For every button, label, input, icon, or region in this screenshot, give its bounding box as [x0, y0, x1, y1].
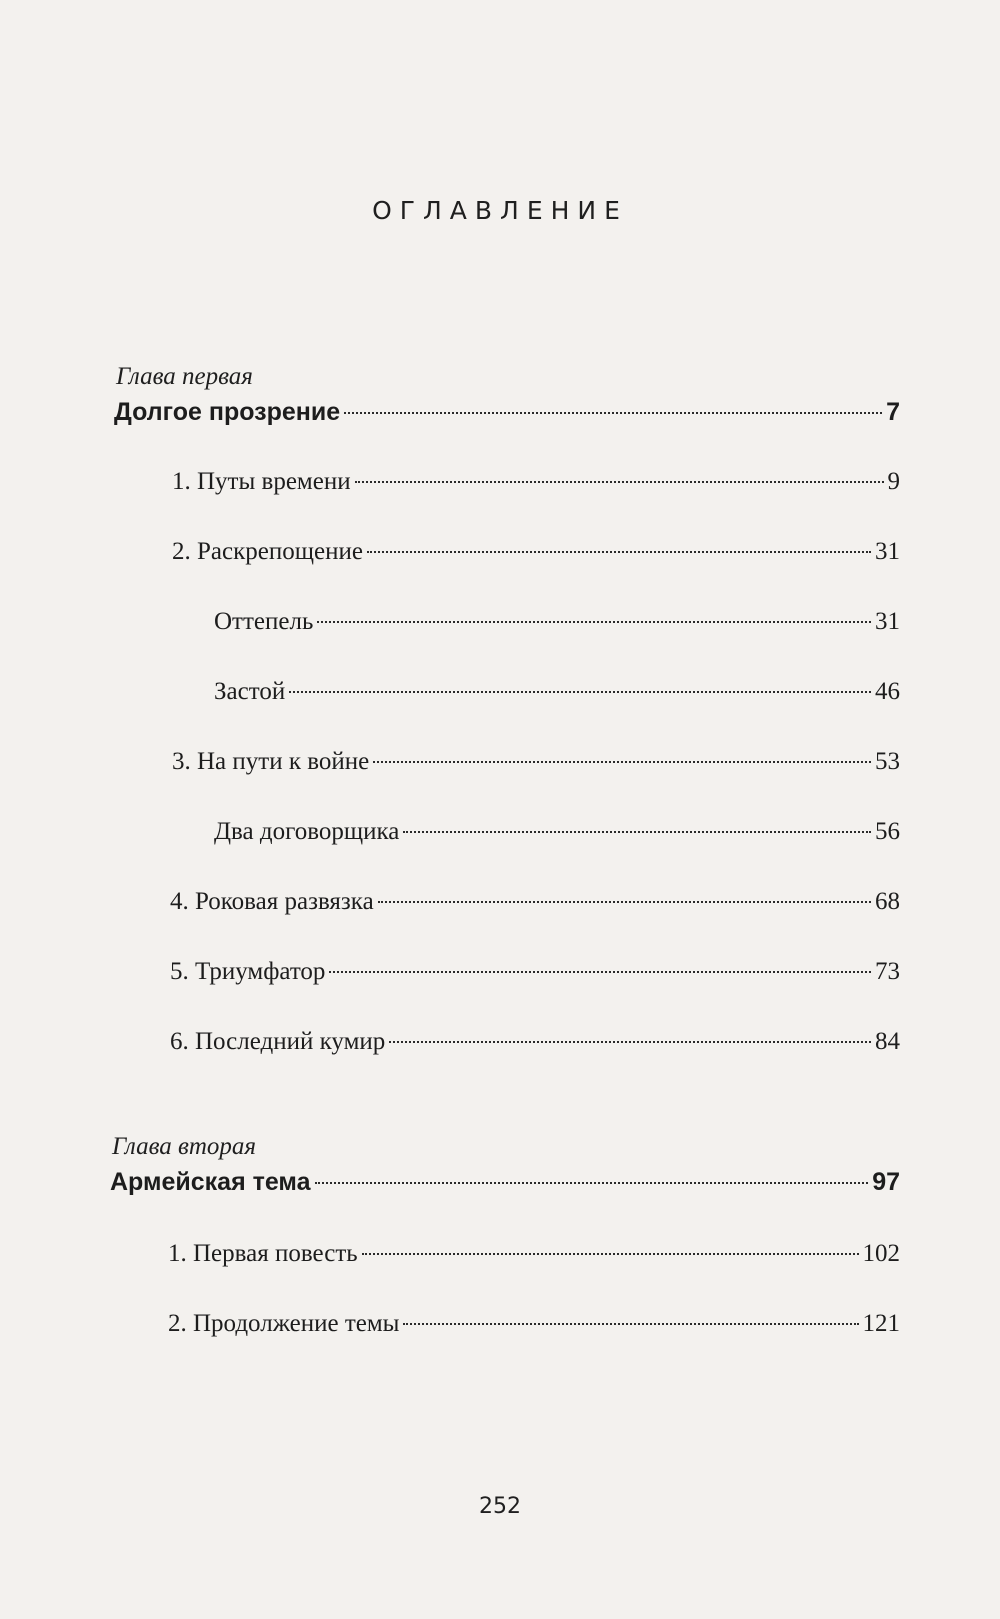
dot-leader — [378, 901, 871, 903]
dot-leader — [317, 621, 871, 623]
page-heading: ОГЛАВЛЕНИЕ — [372, 196, 628, 225]
dot-leader — [389, 1041, 871, 1043]
toc-entry — [170, 886, 900, 918]
toc-entry — [172, 466, 900, 498]
toc-page: 68 — [875, 888, 900, 915]
dot-leader — [362, 1253, 859, 1255]
toc-title: 1. Путы времени — [172, 468, 351, 495]
toc-title: Долгое прозрение — [114, 398, 341, 426]
chapter-label: Глава вторая — [112, 1133, 257, 1160]
toc-title: Армейская тема — [110, 1168, 311, 1196]
toc-chapter-title — [114, 396, 900, 428]
toc-title: Два договорщика — [214, 818, 400, 845]
toc-page: 53 — [875, 748, 900, 775]
toc-title: 2. Продолжение темы — [168, 1310, 400, 1337]
toc-entry — [172, 746, 900, 778]
toc-page: 9 — [887, 468, 900, 495]
toc-entry — [168, 1308, 900, 1340]
toc-title: 5. Триумфатор — [170, 958, 326, 985]
toc-title: 2. Раскрепощение — [172, 538, 363, 565]
toc-title: 4. Роковая развязка — [170, 888, 374, 915]
toc-chapter-title — [110, 1166, 900, 1198]
dot-leader — [403, 1323, 858, 1325]
toc-subentry — [214, 606, 900, 638]
toc-entry — [172, 536, 900, 568]
toc-page: 7 — [886, 398, 900, 426]
dot-leader — [329, 971, 871, 973]
toc-entry — [170, 1026, 900, 1058]
dot-leader — [373, 761, 871, 763]
toc-title: 1. Первая повесть — [168, 1240, 358, 1267]
toc-subentry — [214, 676, 900, 708]
toc-title: Оттепель — [214, 608, 314, 635]
dot-leader — [344, 412, 882, 414]
toc-title: 6. Последний кумир — [170, 1028, 386, 1055]
toc-page: 97 — [872, 1168, 900, 1196]
dot-leader — [355, 481, 884, 483]
toc-page: 102 — [862, 1240, 900, 1267]
toc-title: Застой — [214, 678, 286, 705]
toc-page: 46 — [875, 678, 900, 705]
page-number: 252 — [479, 1494, 521, 1519]
dot-leader — [367, 551, 871, 553]
toc-subentry — [214, 816, 900, 848]
toc-entry — [168, 1238, 900, 1270]
toc-title: 3. На пути к войне — [172, 748, 370, 775]
toc-entry — [170, 956, 900, 988]
toc-page: 56 — [875, 818, 900, 845]
toc-page: 121 — [862, 1310, 900, 1337]
chapter-label: Глава первая — [116, 363, 253, 390]
toc-page: 73 — [875, 958, 900, 985]
dot-leader — [289, 691, 871, 693]
toc-page: 31 — [875, 608, 900, 635]
dot-leader — [403, 831, 871, 833]
dot-leader — [315, 1182, 869, 1184]
toc-page: 31 — [875, 538, 900, 565]
toc-page: 84 — [875, 1028, 900, 1055]
